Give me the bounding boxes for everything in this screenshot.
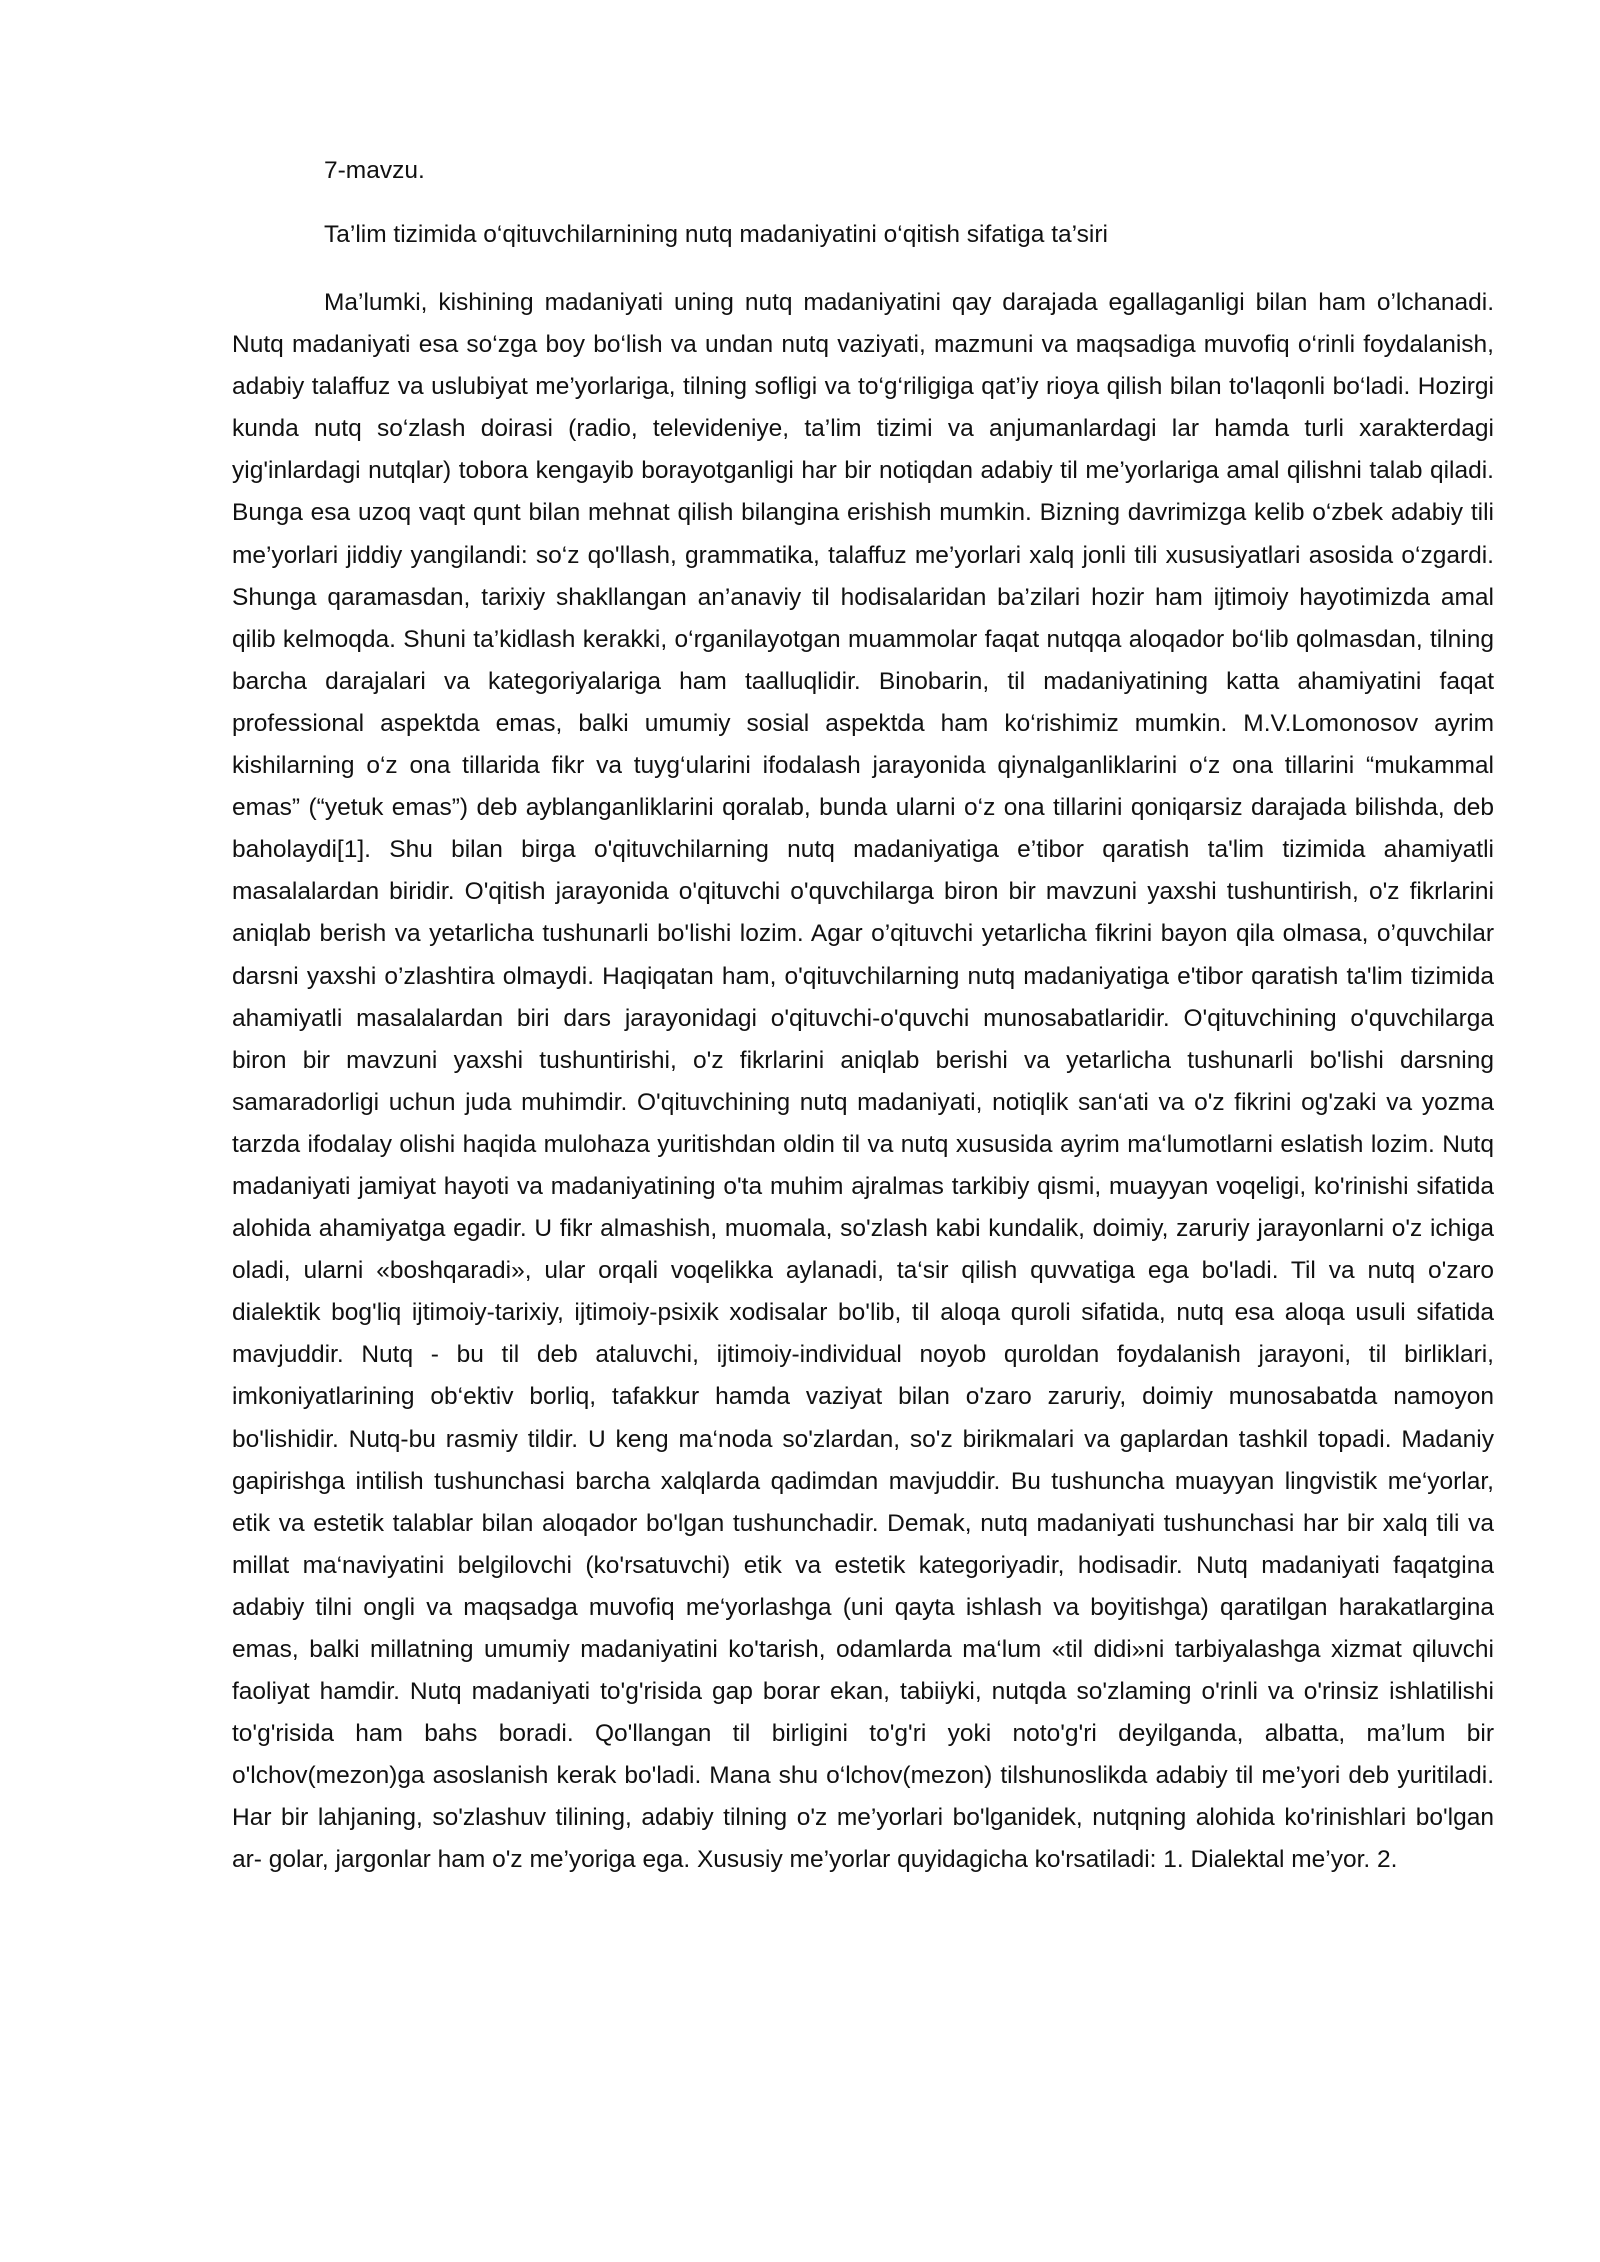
topic-number: 7-mavzu. bbox=[324, 157, 425, 184]
document-title: Ta’lim tizimida o‘qituvchilarnining nutq madaniyatini o‘qitish sifatiga ta’siri bbox=[324, 221, 1108, 248]
document-body bbox=[232, 150, 1494, 1882]
body-paragraph: Ma’lumki, kishining madaniyati uning nutq madaniyatini qay darajada egallaganligi bilan ham o’lchanadi. Nutq madaniyati esa so‘zga boy bo‘lish va undan nutq vaziyati, mazmuni va maqsadiga muvofiq o‘rinli foydalanish, adabiy talaffuz va uslubiyat me’yorlariga, tilning sofligi va to‘g‘riligiga qat’iy rioya qilish bilan to'laqonli bo‘ladi. Hozirgi kunda nutq so‘zlash doirasi (radio, televideniye, ta’lim tizimi va anjumanlardagi lar hamda turli xarakterdagi yig'inlardagi nutqlar) tobora kengayib borayotganligi har bir notiqdan adabiy til me’yorlariga amal qilishni talab qiladi. Bunga esa uzoq vaqt qunt bilan mehnat qilish bilangina erishish mumkin. Bizning davrimizga kelib o‘zbek adabiy tili me’yorlari jiddiy yangilandi: so‘z qo'llash, grammatika, talaffuz me’yorlari xalq jonli tili xususiyatlari asosida o‘zgardi. Shunga qaramasdan, tarixiy shakllangan an’anaviy til hodisalaridan ba’zilari hozir ham ijtimoiy hayotimizda amal qilib kelmoqda. Shuni ta’kidlash kerakki, o‘rganilayotgan muammolar faqat nutqqa aloqador bo‘lib qolmasdan, tilning barcha darajalari va kategoriyalariga ham taalluqlidir. Binobarin, til madaniyatining katta ahamiyatini faqat professional aspektda emas, balki umumiy sosial aspektda ham ko‘rishimiz mumkin. M.V.Lomonosov ayrim kishilarning o‘z ona tillarida fikr va tuyg‘ularini ifodalash jarayonida qiynalganliklarini o‘z ona tillarini “mukammal emas” (“yetuk emas”) deb ayblanganliklarini qoralab, bunda ularni o‘z ona tillarini qoniqarsiz darajada bilishda, deb baholaydi[1]. Shu bilan birga o'qituvchilarning nutq madaniyatiga e’tibor qaratish ta'lim tizimida ahamiyatli masalalardan biridir. O'qitish jarayonida o'qituvchi o'quvchilarga biron bir mavzuni yaxshi tushuntirish, o'z fikrlarini aniqlab berish va yetarlicha tushunarli bo'lishi lozim. Agar o’qituvchi yetarlicha fikrini bayon qila olmasa, o’quvchilar darsni yaxshi o’zlashtira olmaydi. Haqiqatan ham, o'qituvchilarning nutq madaniyatiga e'tibor qaratish ta'lim tizimida ahamiyatli masalalardan biri dars jarayonidagi o'qituvchi-o'quvchi munosabatlaridir. O'qituvchining o'quvchilarga biron bir mavzuni yaxshi tushuntirishi, o'z fikrlarini aniqlab berishi va yetarlicha tushunarli bo'lishi darsning samaradorligi uchun juda muhimdir. O'qituvchining nutq madaniyati, notiqlik san‘ati va o'z fikrini og'zaki va yozma tarzda ifodalay olishi haqida mulohaza yuritishdan oldin til va nutq xususida ayrim ma‘lumotlarni eslatish lozim. Nutq madaniyati jamiyat hayoti va madaniyatining o'ta muhim ajralmas tarkibiy qismi, muayyan voqeligi, ko'rinishi sifatida alohida ahamiyatga egadir. U fikr almashish, muomala, so'zlash kabi kundalik, doimiy, zaruriy jarayonlarni o'z ichiga oladi, ularni «boshqaradi», ular orqali voqelikka aylanadi, ta‘sir qilish quvvatiga ega bo'ladi. Til va nutq o'zaro dialektik bog'liq ijtimoiy-tarixiy, ijtimoiy-psixik xodisalar bo'lib, til aloqa quroli sifatida, nutq esa aloqa usuli sifatida mavjuddir. Nutq - bu til deb ataluvchi, ijtimoiy-individual noyob quroldan foydalanish jarayoni, til birliklari, imkoniyatlarining ob‘ektiv borliq, tafakkur hamda vaziyat bilan o'zaro zaruriy, doimiy munosabatda namoyon bo'lishidir. Nutq-bu rasmiy tildir. U keng ma‘noda so'zlardan, so'z birikmalari va gaplardan tashkil topadi. Madaniy gapirishga intilish tushunchasi barcha xalqlarda qadimdan mavjuddir. Bu tushuncha muayyan lingvistik me‘yorlar, etik va estetik talablar bilan aloqador bo'lgan tushunchadir. Demak, nutq madaniyati tushunchasi har bir xalq tili va millat ma‘naviyatini belgilovchi (ko'rsatuvchi) etik va estetik kategoriyadir, hodisadir. Nutq madaniyati faqatgina adabiy tilni ongli va maqsadga muvofiq me‘yorlashga (uni qayta ishlash va boyitishga) qaratilgan harakatlargina emas, balki millatning umumiy madaniyatini ko'tarish, odamlarda ma‘lum «til didi»ni tarbiyalashga xizmat qiluvchi faoliyat hamdir. Nutq madaniyati to'g'risida gap borar ekan, tabiiyki, nutqda so'zlaming o'rinli va o'rinsiz ishlatilishi to'g'risida ham bahs boradi. Qo'llangan til birligini to'g'ri yoki noto'g'ri deyilganda, albatta, ma’lum bir o'lchov(mezon)ga asoslanish kerak bo'ladi. Mana shu o‘lchov(mezon) tilshunoslikda adabiy til me’yori deb yuritiladi. Har bir lahjaning, so'zlashuv tilining, adabiy tilning o'z me’yorlari bo'lganidek, nutqning alohida ko'rinishlari bo'lgan ar- golar, jargonlar ham o'z me’yoriga ega. Xususiy me’yorlar quyidagicha ko'rsatiladi: 1. Dialektal me’yor. 2. bbox=[232, 289, 1494, 1874]
